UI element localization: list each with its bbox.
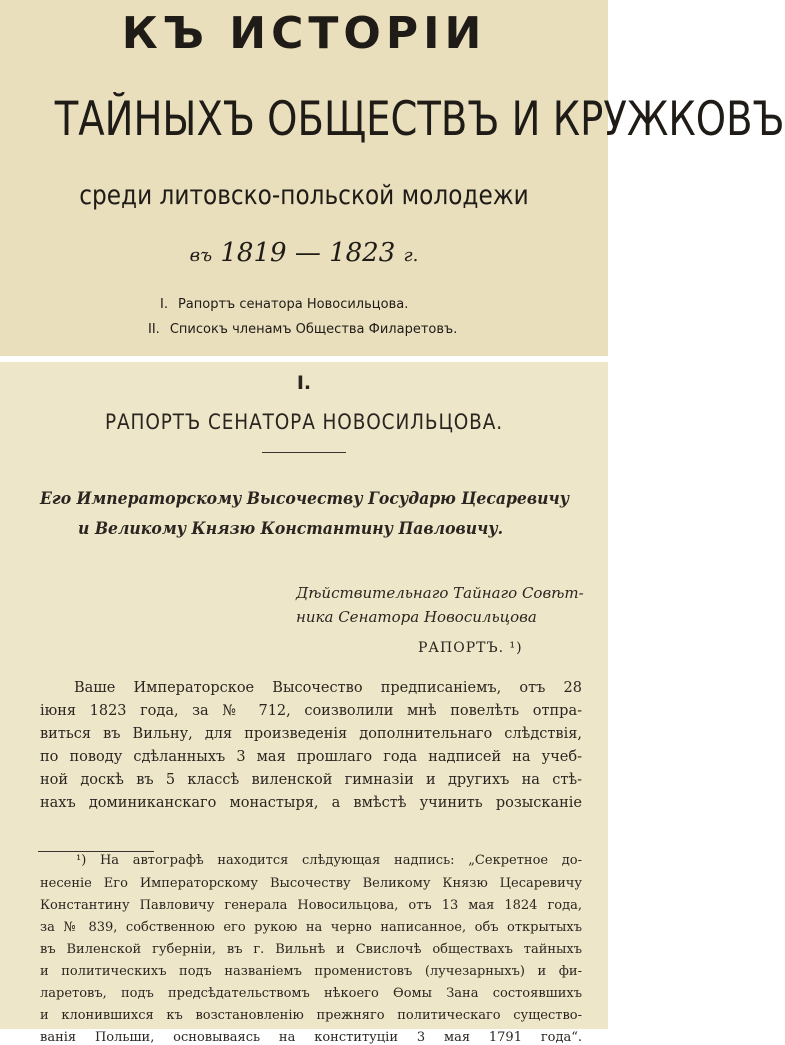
title-divider bbox=[262, 452, 346, 453]
body-text-line: нахъ доминиканскаго монастыря, а вмѣстѣ учинить розысканіе bbox=[40, 795, 582, 811]
contents-item-text: Списокъ членамъ Общества Филаретовъ. bbox=[169, 322, 458, 337]
address-line: Его Императорскому Высочеству Государю Цесаревичу bbox=[40, 489, 570, 509]
footnote-line: ванія Польши, основываясь на конституціи 3 мая 1791 года“. bbox=[40, 1030, 582, 1045]
subtitle-line: среди литовско-польской молодежи bbox=[79, 180, 529, 211]
section-title: РАПОРТЪ СЕНАТОРА НОВОСИЛЬЦОВА. bbox=[104, 410, 503, 434]
sender-line: ника Сенатора Новосильцова bbox=[296, 608, 537, 626]
body-text-line: по поводу сдѣланныхъ 3 мая прошлаго года надписей на учеб- bbox=[40, 749, 582, 765]
sender-line: Дѣйствительнаго Тайнаго Совѣт- bbox=[296, 584, 584, 602]
contents-item bbox=[160, 297, 408, 312]
footnote-line: несеніе Его Императорскому Высочеству Великому Князю Цесаревичу bbox=[40, 876, 582, 891]
section-number: I. bbox=[296, 372, 312, 394]
footnote-line: и клонившихся къ возстановленію прежняго политическаго существо- bbox=[40, 1008, 582, 1023]
title-years-suffix: г. bbox=[403, 245, 419, 266]
title-years-prefix: въ bbox=[189, 245, 213, 266]
title-line-2: ТАЙНЫХЪ ОБЩЕСТВЪ И КРУЖКОВЪ bbox=[54, 92, 785, 147]
title-years-range: 1819 — 1823 bbox=[220, 238, 396, 268]
footnote-divider bbox=[38, 851, 154, 852]
body-text-line: Ваше Императорское Высочество предписаніемъ, отъ 28 bbox=[74, 680, 582, 696]
address-line: и Великому Князю Константину Павловичу. bbox=[78, 519, 504, 539]
contents-item bbox=[148, 322, 457, 337]
title-line-1: КЪ ИСТОРІИ bbox=[121, 8, 487, 59]
footnote-line: ларетовъ, подъ предсѣдательствомъ нѣкоего Ѳомы Зана состоявшихъ bbox=[40, 986, 582, 1001]
title-years bbox=[0, 238, 608, 268]
body-text-line: іюня 1823 года, за № 712, соизволили мнѣ повелѣть отпра- bbox=[40, 703, 582, 719]
contents-item-number: II. bbox=[148, 322, 160, 337]
footnote-line: Константину Павловичу генерала Новосильцова, отъ 13 мая 1824 года, bbox=[40, 898, 582, 913]
title-page-panel bbox=[0, 0, 785, 356]
contents-item-text: Рапортъ сенатора Новосильцова. bbox=[177, 297, 409, 312]
body-text-line: виться въ Вильну, для произведенія дополнительнаго слѣдствія, bbox=[40, 726, 582, 742]
footnote-line: и политическихъ подъ названіемъ променистовъ (лучезарныхъ) и фи- bbox=[40, 964, 582, 979]
footnote-line: за № 839, собственною его рукою на черно написанное, объ открытыхъ bbox=[40, 920, 582, 935]
footnote-line: въ Виленской губерніи, въ г. Вильнѣ и Свислочѣ обществахъ тайныхъ bbox=[40, 942, 582, 957]
contents-item-number: I. bbox=[160, 297, 168, 312]
body-text-line: ной доскѣ въ 5 классѣ виленской гимназіи и другихъ на стѣ- bbox=[40, 772, 582, 788]
footnote-line: ¹) На автографѣ находится слѣдующая надпись: „Секретное до- bbox=[76, 853, 582, 868]
document-page-panel bbox=[0, 362, 608, 1045]
report-label: РАПОРТЪ. ¹) bbox=[418, 640, 523, 656]
